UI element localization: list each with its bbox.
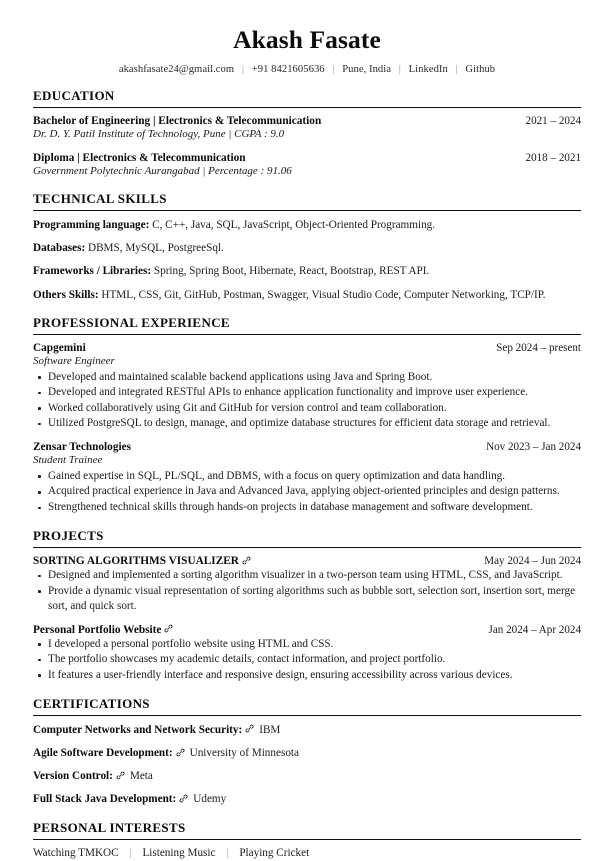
section-education xyxy=(33,88,581,178)
project-title-wrap xyxy=(33,624,176,636)
link-icon[interactable] xyxy=(245,724,254,733)
project-entry-header xyxy=(33,555,581,567)
project-dates: May 2024 – Jun 2024 xyxy=(484,555,581,568)
interest-item: Listening Music xyxy=(142,846,216,859)
interests-line xyxy=(33,847,581,859)
experience-dates: Nov 2023 – Jan 2024 xyxy=(486,441,581,454)
certification-issuer: Udemy xyxy=(193,793,227,806)
contact-separator: | xyxy=(241,64,245,76)
skill-label: Programming language: xyxy=(33,219,150,232)
contact-email[interactable]: akashfasate24@gmail.com xyxy=(118,64,235,76)
section-title-professional-experience: PROFESSIONAL EXPERIENCE xyxy=(33,315,230,331)
certification-issuer: University of Minnesota xyxy=(189,747,299,759)
link-icon[interactable] xyxy=(116,771,125,780)
education-dates: 2021 – 2024 xyxy=(525,115,581,128)
experience-company: Zensar Technologies xyxy=(33,441,132,454)
experience-entry-header xyxy=(33,441,581,453)
contact-phone[interactable]: +91 8421605636 xyxy=(251,64,325,76)
interest-item: Watching TMKOC xyxy=(33,846,119,859)
list-item: Utilized PostgreSQL to design, manage, and optimize database structures for efficient data storage and retrieval. xyxy=(33,416,581,431)
experience-dates: Sep 2024 – present xyxy=(496,342,581,355)
skill-value: HTML, CSS, Git, GitHub, Postman, Swagger, Visual Studio Code, Computer Networking, TCP/IP. xyxy=(101,288,546,301)
education-entry-header xyxy=(33,115,581,127)
contact-linkedin-link[interactable]: LinkedIn xyxy=(408,64,448,76)
project-entry-header xyxy=(33,624,581,636)
list-item: Gained expertise in SQL, PL/SQL, and DBMS, with a focus on query optimization and data handling. xyxy=(33,469,581,484)
list-item: Developed and integrated RESTful APIs to enhance application functionality and improve user experience. xyxy=(33,385,581,400)
education-degree: Diploma | Electronics & Telecommunication xyxy=(33,151,246,164)
project-dates: Jan 2024 – Apr 2024 xyxy=(488,623,581,636)
contact-separator: | xyxy=(398,64,401,76)
skill-value: C, C++, Java, SQL, JavaScript, Object-Oriented Programming. xyxy=(152,219,436,232)
certification-row xyxy=(33,792,581,807)
section-title-certifications: CERTIFICATIONS xyxy=(33,695,150,711)
list-item: I developed a personal portfolio website using HTML and CSS. xyxy=(33,637,581,652)
education-institute: Government Polytechnic Aurangabad | Percentage : 91.06 xyxy=(33,164,292,177)
link-icon[interactable] xyxy=(164,624,173,633)
resume-header xyxy=(33,0,581,75)
skill-value: Spring, Spring Boot, Hibernate, React, Bootstrap, REST API. xyxy=(153,265,430,278)
skill-label: Others Skills: xyxy=(33,288,99,301)
certification-name: Version Control: xyxy=(33,770,113,783)
project-bullet-list xyxy=(33,637,581,683)
contact-location: Pune, India xyxy=(342,64,392,76)
project-title-wrap xyxy=(33,555,254,567)
education-entry-header xyxy=(33,152,581,164)
section-rule xyxy=(33,839,581,840)
section-rule xyxy=(33,107,581,108)
link-icon[interactable] xyxy=(242,556,251,565)
project-title: SORTING ALGORITHMS VISUALIZER xyxy=(33,555,239,568)
education-degree: Bachelor of Engineering | Electronics & Telecommunication xyxy=(33,115,322,128)
list-item: Worked collaboratively using Git and GitHub for version control and team collaboration. xyxy=(33,401,581,416)
skill-label: Frameworks / Libraries: xyxy=(33,265,152,278)
section-certifications xyxy=(33,696,581,807)
experience-bullet-list xyxy=(33,469,581,515)
section-technical-skills xyxy=(33,191,581,302)
contact-separator: | xyxy=(455,64,458,76)
list-item: Developed and maintained scalable backend applications using Java and Spring Boot. xyxy=(33,370,581,385)
certification-name: Computer Networks and Network Security: xyxy=(33,723,243,736)
list-item: Acquired practical experience in Java and Advanced Java, applying object-oriented principles and design patterns. xyxy=(33,484,581,499)
list-item: Provide a dynamic visual representation of sorting algorithms such as bubble sort, selection sort, insertion sort, merge sort, and quick sort. xyxy=(33,584,581,614)
section-title-personal-interests: PERSONAL INTERESTS xyxy=(33,819,186,835)
section-title-projects: PROJECTS xyxy=(33,528,104,544)
education-institute: Dr. D. Y. Patil Institute of Technology, Pune | CGPA : 9.0 xyxy=(33,128,285,141)
list-item: It features a user-friendly interface and responsive design, ensuring accessibility across various devices. xyxy=(33,668,581,683)
contact-line xyxy=(33,64,581,75)
contact-github-link[interactable]: Github xyxy=(465,64,496,76)
interest-separator: | xyxy=(129,846,132,859)
candidate-name: Akash Fasate xyxy=(233,25,381,54)
experience-role: Student Trainee xyxy=(33,454,103,467)
skill-row xyxy=(33,241,581,256)
link-icon[interactable] xyxy=(179,794,188,803)
certification-row xyxy=(33,746,581,761)
certification-row xyxy=(33,723,581,738)
education-entry xyxy=(33,115,581,142)
project-bullet-list xyxy=(33,568,581,614)
skill-value: DBMS, MySQL, PostgreeSql. xyxy=(88,242,224,255)
section-professional-experience xyxy=(33,315,581,515)
certification-issuer: Meta xyxy=(129,770,153,783)
certification-name: Agile Software Development: xyxy=(33,747,173,759)
experience-entry xyxy=(33,441,581,515)
experience-entry-header xyxy=(33,342,581,354)
certification-name: Full Stack Java Development: xyxy=(33,793,177,806)
education-entry xyxy=(33,152,581,179)
list-item: Designed and implemented a sorting algorithm visualizer in a two-person team using HTML, CSS, and JavaScript. xyxy=(33,568,581,583)
experience-company: Capgemini xyxy=(33,342,86,355)
section-rule xyxy=(33,715,581,716)
section-rule xyxy=(33,547,581,548)
section-rule xyxy=(33,210,581,211)
list-item: The portfolio showcases my academic details, contact information, and project portfolio. xyxy=(33,652,581,667)
skill-row xyxy=(33,264,581,279)
section-title-technical-skills: TECHNICAL SKILLS xyxy=(33,191,167,207)
link-icon[interactable] xyxy=(176,748,185,757)
project-entry xyxy=(33,624,581,683)
experience-role: Software Engineer xyxy=(33,355,115,368)
interest-item: Playing Cricket xyxy=(239,846,310,859)
interest-separator: | xyxy=(226,846,229,859)
experience-entry xyxy=(33,342,581,431)
education-dates: 2018 – 2021 xyxy=(525,151,581,164)
certification-row xyxy=(33,769,581,784)
certification-issuer: IBM xyxy=(259,723,281,736)
section-personal-interests xyxy=(33,820,581,859)
contact-separator: | xyxy=(332,64,335,76)
skill-label: Databases: xyxy=(33,242,86,255)
section-title-education: EDUCATION xyxy=(33,88,115,104)
section-rule xyxy=(33,334,581,335)
section-projects xyxy=(33,528,581,683)
skill-row xyxy=(33,218,581,233)
experience-bullet-list xyxy=(33,370,581,432)
project-title: Personal Portfolio Website xyxy=(33,623,162,636)
list-item: Strengthened technical skills through hands-on projects in database management and software development. xyxy=(33,500,581,515)
project-entry xyxy=(33,555,581,614)
skill-row xyxy=(33,288,581,303)
